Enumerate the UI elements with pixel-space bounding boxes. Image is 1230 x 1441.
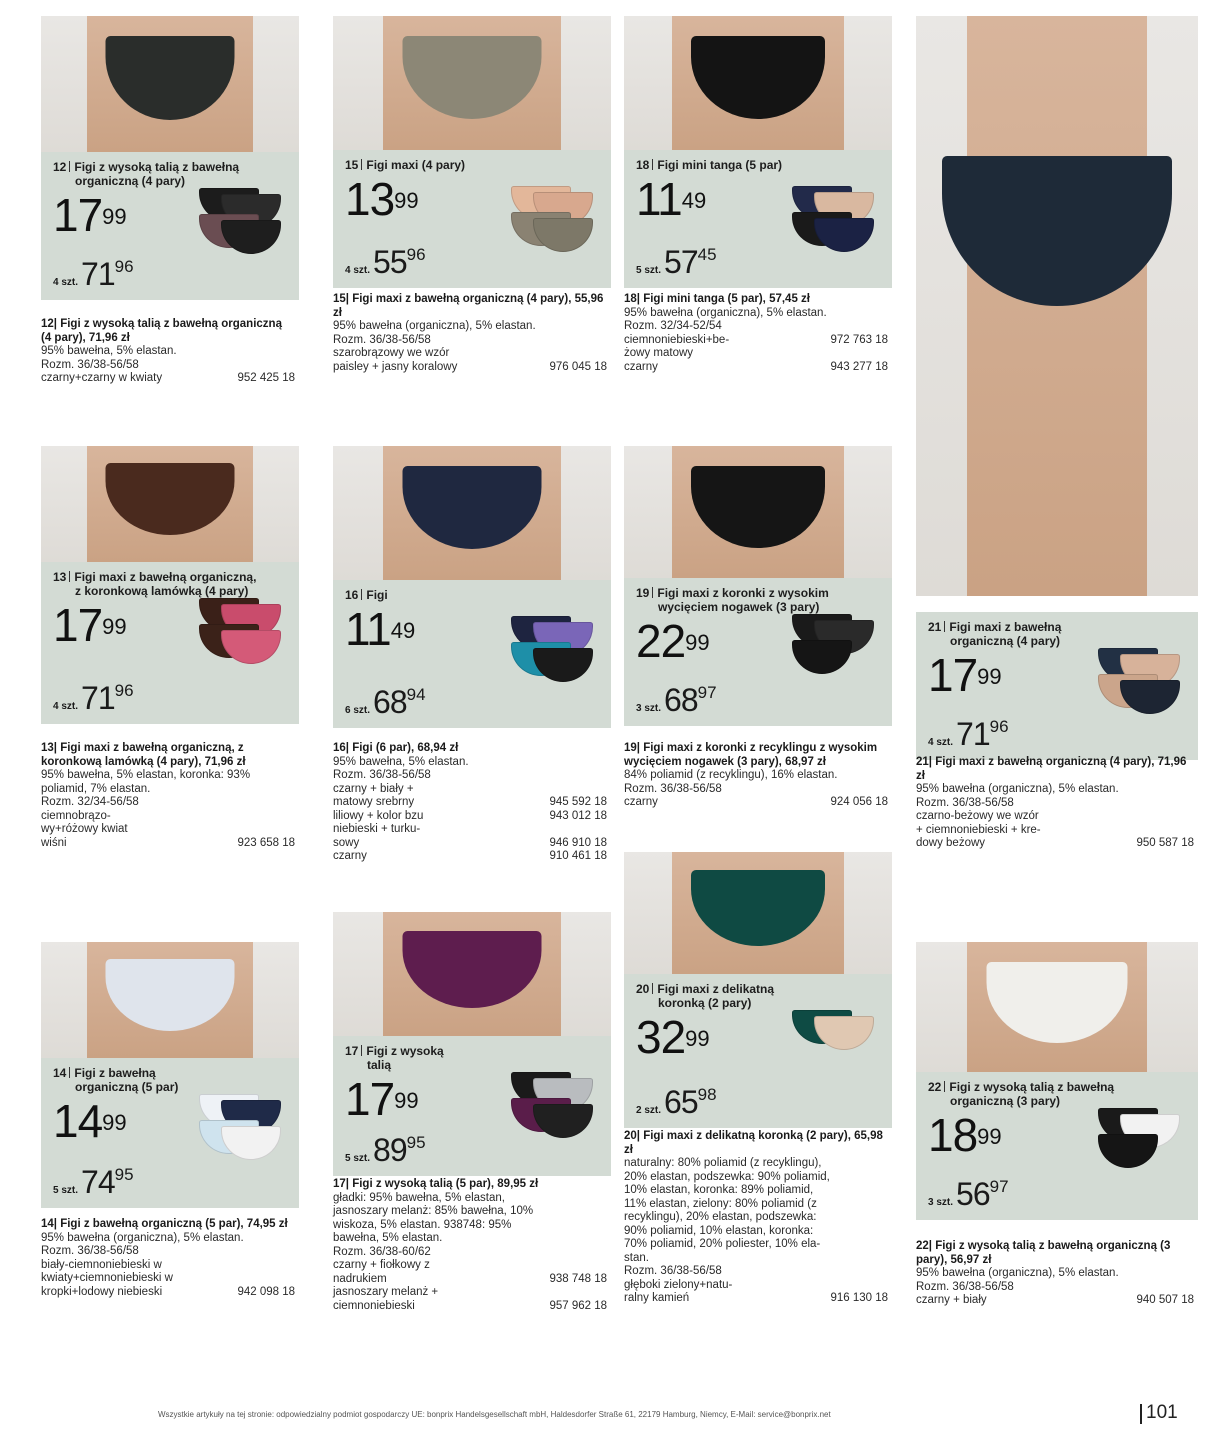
multi-count: 6 szt. (345, 705, 371, 716)
title-line-1: Figi z wysoką talią z bawełną (74, 160, 240, 174)
variant-color: ciemnoniebieski (333, 1299, 415, 1312)
page-number: 101 (1146, 1402, 1178, 1423)
variant-row (624, 1292, 888, 1306)
pack-image (792, 1010, 882, 1114)
pack-image (792, 614, 882, 712)
product-photo (624, 446, 892, 578)
multi-price-integer: 56 (956, 1176, 990, 1212)
article-number: 952 425 18 (237, 372, 295, 384)
multi-count: 5 szt. (53, 1185, 79, 1196)
price-integer: 17 (345, 1073, 395, 1125)
product-title (928, 620, 1061, 648)
product-photo (41, 446, 299, 562)
description-line: Rozm. 36/38-56/58 (333, 333, 431, 346)
description-line: 95% bawełna, 5% elastan. (333, 755, 469, 768)
article-number: 957 962 18 (549, 1299, 607, 1312)
price (636, 615, 710, 667)
article-number: 940 507 18 (1136, 1294, 1194, 1306)
multi-price-decimal: 96 (406, 245, 426, 264)
product-description-20 (624, 1130, 888, 1306)
pack-brief (814, 218, 874, 252)
price-integer: 18 (928, 1109, 978, 1161)
multi-price (53, 680, 134, 717)
description-line: naturalny: 80% poliamid (z recyklingu), (624, 1157, 822, 1169)
title-line-2: organiczną (4 pary) (75, 174, 186, 188)
variant-row (333, 837, 607, 851)
price-decimal: 49 (681, 188, 707, 213)
title-line-2: koronką (2 pary) (658, 996, 752, 1010)
multi-count: 5 szt. (345, 1153, 371, 1164)
product-title (53, 1066, 178, 1094)
multi-count: 4 szt. (53, 701, 79, 712)
article-number: 972 763 18 (830, 333, 888, 346)
price-panel (916, 612, 1198, 760)
price-decimal: 49 (390, 618, 416, 643)
variant-row (333, 1286, 607, 1300)
description-line: recyklingu), 20% elastan, podszewka: (624, 1211, 817, 1223)
variant-color: żowy matowy (624, 347, 694, 359)
title-line-1: Figi z wysoką talią z bawełną (949, 1080, 1115, 1094)
description-heading: 15| Figi maxi z bawełną organiczną (4 pary), 55,96 zł (333, 293, 604, 319)
description-heading: 14| Figi z bawełną organiczną (5 par), 74,95 zł (41, 1218, 288, 1230)
description-line: 84% poliamid (z recyklingu), 16% elastan. (624, 769, 838, 781)
price-panel (333, 580, 611, 728)
product-title (928, 1080, 1114, 1108)
price-decimal: 99 (685, 1026, 710, 1051)
description-line: 11% elastan, zielony: 80% poliamid (z (624, 1197, 817, 1210)
pack-image (1098, 648, 1188, 746)
price (636, 173, 707, 225)
description-line: 20% elastan, podszewka: 90% poliamid, (624, 1170, 830, 1183)
variant-color: paisley + jasny koralowy (333, 360, 458, 373)
product-photo (333, 16, 611, 150)
price-integer: 17 (53, 599, 103, 651)
description-heading: 18| Figi mini tanga (5 par), 57,45 zł (624, 293, 810, 305)
description-line: Rozm. 36/38-56/58 (624, 1265, 722, 1277)
description-line: jasnoszary melanż: 85% bawełna, 10% (333, 1205, 534, 1217)
variant-row (41, 1259, 295, 1273)
multi-price-integer: 57 (664, 244, 698, 280)
pack-brief (1098, 1134, 1158, 1168)
variant-color: jasnoszary melanż + (333, 1286, 439, 1298)
multi-price-decimal: 96 (989, 717, 1009, 736)
title-line-1: Figi maxi z delikatną (657, 982, 775, 996)
variant-color: czarny + biały (916, 1294, 987, 1306)
multi-count: 2 szt. (636, 1105, 662, 1116)
variant-color: szarobrązowy we wzór (333, 347, 450, 359)
multi-price-decimal: 96 (114, 257, 134, 276)
product-number: 15 (345, 158, 359, 172)
variant-row (41, 1272, 295, 1286)
product-number: 17 (345, 1044, 359, 1058)
multi-price-integer: 55 (373, 244, 407, 280)
title-line-1: Figi maxi z koronki z wysokim (657, 586, 829, 600)
multi-price (636, 1084, 717, 1121)
product-description-14 (41, 1218, 295, 1299)
multi-price-decimal: 94 (406, 685, 426, 704)
variant-row (624, 1279, 888, 1293)
product-description-21 (916, 756, 1194, 851)
variant-row (333, 783, 607, 797)
price-integer: 13 (345, 173, 395, 225)
description-line: poliamid, 7% elastan. (41, 782, 151, 795)
multi-count: 4 szt. (53, 277, 79, 288)
variant-row (333, 1300, 607, 1314)
article-number: 938 748 18 (549, 1272, 607, 1285)
multi-price (928, 716, 1009, 753)
product-title (53, 570, 256, 598)
description-line: Rozm. 36/38-56/58 (41, 358, 139, 371)
article-number: 945 592 18 (549, 796, 607, 808)
product-description-18 (624, 293, 888, 374)
product-photo (624, 852, 892, 974)
price-panel (624, 974, 892, 1128)
product-number: 12 (53, 160, 67, 174)
variant-row (41, 372, 295, 386)
description-line: stan. (624, 1251, 649, 1264)
variant-color: ralny kamień (624, 1292, 690, 1304)
product-number: 19 (636, 586, 650, 600)
multi-price-decimal: 97 (989, 1177, 1009, 1196)
title-line-2: organiczną (4 pary) (950, 634, 1061, 648)
article-number: 942 098 18 (237, 1285, 295, 1298)
description-line: 95% bawełna (organiczna), 5% elastan. (41, 1231, 244, 1244)
price-integer: 14 (53, 1095, 103, 1147)
variant-color: biały-ciemnoniebieski w (41, 1258, 162, 1271)
variant-color: nadrukiem (333, 1272, 387, 1285)
price (928, 649, 1002, 701)
description-line: Rozm. 36/38-56/58 (41, 1245, 139, 1257)
price-decimal: 99 (685, 630, 710, 655)
product-description-16 (333, 742, 607, 864)
multi-price (345, 684, 426, 721)
title-line-2: organiczną (5 par) (75, 1080, 179, 1094)
price-panel (41, 562, 299, 724)
product-number: 18 (636, 158, 650, 172)
multi-price (53, 1164, 134, 1201)
variant-color: czarny + fiołkowy z (333, 1259, 430, 1271)
description-heading: 12| Figi z wysoką talią z bawełną organiczną (4 pary), 71,96 zł (41, 318, 282, 344)
variant-color: czarno-beżowy we wzór (916, 810, 1039, 822)
article-number: 946 910 18 (549, 836, 607, 849)
multi-count: 3 szt. (928, 1197, 954, 1208)
title-line-2: organiczną (3 pary) (950, 1094, 1061, 1108)
title-line-2: z koronkową lamówką (4 pary) (75, 584, 249, 598)
multi-price-decimal: 45 (697, 245, 717, 264)
product-photo (333, 912, 611, 1036)
multi-price (636, 244, 717, 281)
description-line: 95% bawełna (organiczna), 5% elastan. (333, 320, 536, 332)
variant-color: ciemnobrązo- (41, 809, 111, 822)
multi-price-decimal: 96 (114, 681, 134, 700)
pack-brief (792, 640, 852, 674)
price-decimal: 99 (102, 1110, 127, 1135)
price-integer: 22 (636, 615, 686, 667)
price (345, 173, 419, 225)
variant-color: dowy beżowy (916, 837, 986, 849)
description-line: 95% bawełna (organiczna), 5% elastan. (916, 783, 1119, 795)
product-number: 14 (53, 1066, 67, 1080)
description-line: 95% bawełna (organiczna), 5% elastan. (916, 1267, 1119, 1279)
description-line: 10% elastan, koronka: 89% poliamid, (624, 1184, 814, 1196)
variant-color: czarny + biały + (333, 782, 414, 795)
variant-row (333, 810, 607, 824)
multi-price-integer: 71 (81, 256, 115, 292)
description-heading: 13| Figi maxi z bawełną organiczną, z koronkową lamówką (4 pary), 71,96 zł (41, 742, 246, 768)
pack-image (199, 188, 289, 286)
description-line: Rozm. 36/38-60/62 (333, 1245, 431, 1258)
price-decimal: 99 (102, 614, 127, 639)
variant-row (916, 824, 1194, 838)
multi-count: 3 szt. (636, 703, 662, 714)
description-heading: 21| Figi maxi z bawełną organiczną (4 pary), 71,96 zł (916, 756, 1187, 782)
multi-price (345, 1132, 426, 1169)
article-number: 950 587 18 (1136, 837, 1194, 849)
description-line: 90% poliamid, 10% elastan, koronka: (624, 1224, 814, 1237)
product-photo (41, 16, 299, 152)
pack-image (792, 186, 882, 274)
product-description-17 (333, 1178, 607, 1313)
price-decimal: 99 (977, 1124, 1002, 1149)
article-number: 916 130 18 (830, 1292, 888, 1304)
price (53, 1095, 127, 1147)
price-decimal: 99 (977, 664, 1002, 689)
title-line-1: Figi (366, 588, 388, 602)
description-line: Rozm. 36/38-56/58 (624, 782, 722, 795)
multi-price-integer: 71 (956, 716, 990, 752)
multi-price-integer: 89 (373, 1132, 407, 1168)
multi-price (636, 682, 717, 719)
product-description-15 (333, 293, 607, 374)
price-integer: 11 (636, 173, 682, 225)
variant-row (916, 1294, 1194, 1308)
title-line-1: Figi maxi (4 pary) (366, 158, 466, 172)
product-photo (333, 446, 611, 580)
description-heading: 22| Figi z wysoką talią z bawełną organiczną (3 pary), 56,97 zł (916, 1240, 1171, 1266)
product-description-19 (624, 742, 888, 810)
price-integer: 11 (345, 603, 391, 655)
product-description-22 (916, 1240, 1194, 1308)
description-line: 70% poliamid, 20% poliester, 10% ela- (624, 1238, 821, 1250)
variant-row (333, 850, 607, 864)
variant-color: czarny (624, 796, 658, 808)
variant-row (916, 837, 1194, 851)
pack-brief (221, 630, 281, 664)
pack-image (1098, 1108, 1188, 1206)
variant-color: + ciemnoniebieski + kre- (916, 823, 1041, 836)
product-title (53, 160, 239, 188)
price (345, 1073, 419, 1125)
variant-row (333, 823, 607, 837)
multi-price-decimal: 95 (406, 1133, 426, 1152)
description-line: Rozm. 36/38-56/58 (333, 769, 431, 781)
variant-color: wy+różowy kwiat (41, 823, 128, 835)
article-number: 910 461 18 (549, 850, 607, 862)
price (636, 1011, 710, 1063)
description-line: wiskoza, 5% elastan. 938748: 95% (333, 1218, 512, 1231)
variant-row (333, 361, 607, 375)
pack-brief (221, 220, 281, 254)
variant-color: matowy srebrny (333, 796, 415, 808)
price-panel (916, 1072, 1198, 1220)
multi-price (928, 1176, 1009, 1213)
variant-row (41, 823, 295, 837)
multi-price-integer: 68 (373, 684, 407, 720)
variant-color: sowy (333, 836, 360, 849)
price-panel (624, 578, 892, 726)
variant-row (624, 334, 888, 348)
variant-row (333, 1273, 607, 1287)
multi-count: 4 szt. (928, 737, 954, 748)
product-number: 16 (345, 588, 359, 602)
description-line: Rozm. 32/34-52/54 (624, 320, 722, 332)
price (53, 599, 127, 651)
product-number: 21 (928, 620, 942, 634)
price-decimal: 99 (394, 1088, 419, 1113)
variant-color: czarny (333, 850, 367, 862)
description-heading: 17| Figi z wysoką talią (5 par), 89,95 zł (333, 1178, 539, 1190)
pack-image (511, 616, 601, 714)
pack-image (511, 1072, 601, 1162)
title-line-1: Figi maxi z bawełną organiczną, (74, 570, 257, 584)
multi-price-integer: 74 (81, 1164, 115, 1200)
price-integer: 32 (636, 1011, 686, 1063)
variant-row (333, 1259, 607, 1273)
product-number: 20 (636, 982, 650, 996)
pack-brief (221, 1126, 281, 1160)
title-line-2: talią (367, 1058, 392, 1072)
variant-color: ciemnoniebieski+be- (624, 333, 730, 346)
product-number: 13 (53, 570, 67, 584)
variant-color: niebieski + turku- (333, 823, 421, 835)
pack-brief (533, 648, 593, 682)
price (928, 1109, 1002, 1161)
price-panel (624, 150, 892, 288)
multi-price-integer: 71 (81, 680, 115, 716)
article-number: 943 277 18 (830, 360, 888, 373)
description-line: 95% bawełna, 5% elastan. (41, 345, 177, 357)
article-number: 924 056 18 (830, 796, 888, 808)
description-line: gładki: 95% bawełna, 5% elastan, (333, 1191, 505, 1204)
description-line: Rozm. 36/38-56/58 (916, 1280, 1014, 1293)
variant-row (41, 837, 295, 851)
product-number: 22 (928, 1080, 942, 1094)
description-heading: 16| Figi (6 par), 68,94 zł (333, 742, 459, 754)
product-description-12 (41, 318, 295, 386)
price-decimal: 99 (394, 188, 419, 213)
description-line: Rozm. 36/38-56/58 (916, 796, 1014, 809)
article-number: 976 045 18 (549, 360, 607, 373)
variant-color: liliowy + kolor bzu (333, 809, 424, 822)
article-number: 923 658 18 (237, 836, 295, 849)
variant-row (624, 347, 888, 361)
variant-color: wiśni (41, 836, 67, 849)
variant-row (333, 796, 607, 810)
pack-image (511, 186, 601, 274)
product-photo (624, 16, 892, 150)
price-decimal: 99 (102, 204, 127, 229)
price-panel (333, 1036, 611, 1176)
pack-brief (1120, 680, 1180, 714)
multi-count: 5 szt. (636, 265, 662, 276)
footer-note: Wszystkie artykuły na tej stronie: odpowiedzialny podmiot gospodarczy UE: bonprix Handelsgesellschaft mbH, Haldesdorfer Straße 61, 22179 Hamburg, Niemcy, E-Mail: service@bonprix.net (158, 1410, 831, 1419)
price (53, 189, 127, 241)
description-line: Rozm. 32/34-56/58 (41, 796, 139, 808)
price (345, 603, 416, 655)
multi-price (345, 244, 426, 281)
product-photo (916, 942, 1198, 1072)
description-line: bawełna, 5% elastan. (333, 1232, 443, 1244)
pack-brief (814, 1016, 874, 1050)
description-heading: 19| Figi maxi z koronki z recyklingu z wysokim wycięciem nogawek (3 pary), 68,97 zł (624, 742, 878, 768)
multi-price-decimal: 95 (114, 1165, 134, 1184)
product-photo (41, 942, 299, 1058)
multi-price-integer: 65 (664, 1084, 698, 1120)
description-line: 95% bawełna (organiczna), 5% elastan. (624, 306, 827, 319)
variant-color: głęboki zielony+natu- (624, 1278, 733, 1291)
variant-color: kropki+lodowy niebieski (41, 1285, 163, 1298)
description-line: 95% bawełna, 5% elastan, koronka: 93% (41, 769, 251, 781)
variant-color: kwiaty+ciemnoniebieski w (41, 1272, 173, 1284)
price-integer: 17 (928, 649, 978, 701)
variant-row (624, 796, 888, 810)
price-panel (41, 1058, 299, 1208)
title-line-1: Figi mini tanga (5 par) (657, 158, 783, 172)
price-integer: 17 (53, 189, 103, 241)
pack-image (199, 598, 289, 710)
variant-row (333, 347, 607, 361)
pack-brief (533, 1104, 593, 1138)
variant-row (624, 361, 888, 375)
multi-price-integer: 68 (664, 682, 698, 718)
pack-image (199, 1094, 289, 1194)
price-panel (333, 150, 611, 288)
variant-color: czarny (624, 360, 658, 373)
variant-row (41, 1286, 295, 1300)
title-line-1: Figi maxi z bawełną (949, 620, 1062, 634)
product-title (345, 1044, 444, 1072)
product-title (636, 982, 774, 1010)
title-line-1: Figi z bawełną (74, 1066, 156, 1080)
variant-color: czarny+czarny w kwiaty (41, 372, 163, 384)
pack-brief (533, 218, 593, 252)
multi-count: 4 szt. (345, 265, 371, 276)
product-photo (916, 16, 1198, 596)
multi-price-decimal: 98 (697, 1085, 717, 1104)
variant-row (41, 810, 295, 824)
multi-price (53, 256, 134, 293)
title-line-1: Figi z wysoką (366, 1044, 444, 1058)
product-description-13 (41, 742, 295, 850)
product-title (636, 586, 829, 614)
price-panel (41, 152, 299, 300)
article-number: 943 012 18 (549, 809, 607, 822)
title-line-2: wycięciem nogawek (3 pary) (658, 600, 820, 614)
description-heading: 20| Figi maxi z delikatną koronką (2 pary), 65,98 zł (624, 1130, 883, 1156)
variant-row (916, 810, 1194, 824)
multi-price-decimal: 97 (697, 683, 717, 702)
